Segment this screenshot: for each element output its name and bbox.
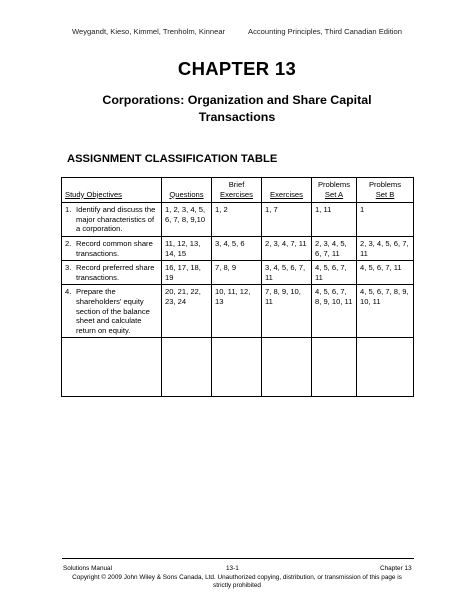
objective-number: 2. xyxy=(65,238,72,248)
header-brief-line2: Exercises xyxy=(220,189,253,199)
problems-set-a-cell: 2, 3, 4, 5, 6, 7, 11 xyxy=(312,236,357,260)
problems-set-a-cell: 4, 5, 6, 7, 8, 9, 10, 11 xyxy=(312,285,357,338)
footer-divider xyxy=(62,558,414,559)
questions-cell: 1, 2, 3, 4, 5, 6, 7, 8, 9,10 xyxy=(162,203,212,237)
exercises-cell: 1, 7 xyxy=(262,203,312,237)
header-authors: Weygandt, Kieso, Kimmel, Trenholm, Kinnear xyxy=(72,27,226,36)
objective-text: Record preferred share transactions. xyxy=(76,263,155,282)
objective-text: Record common share transactions. xyxy=(76,238,153,258)
questions-cell: 16, 17, 18, 19 xyxy=(162,261,212,285)
problems-set-b-cell: 4, 5, 6, 7, 11 xyxy=(357,261,414,285)
exercises-cell: 3, 4, 5, 6, 7, 11 xyxy=(262,261,312,285)
objective-text: Prepare the shareholders' equity section of the balance sheet and calculate return on equity. xyxy=(76,287,150,335)
problems-set-a-cell: 1, 11 xyxy=(312,203,357,237)
objective-cell xyxy=(62,236,162,260)
assignment-table-heading: ASSIGNMENT CLASSIFICATION TABLE xyxy=(67,153,278,165)
header-brief-exercises xyxy=(212,178,262,203)
header-exercises xyxy=(262,178,312,203)
chapter-subtitle xyxy=(0,92,474,126)
table-row xyxy=(62,236,414,260)
objective-number: 1. xyxy=(65,205,72,215)
blank-cell xyxy=(357,338,414,397)
header-brief-line1: Brief xyxy=(228,180,245,189)
objective-cell xyxy=(62,285,162,338)
exercises-cell: 2, 3, 4, 7, 11 xyxy=(262,236,312,260)
questions-cell: 20, 21, 22, 23, 24 xyxy=(162,285,212,338)
subtitle-line-2: Transactions xyxy=(198,110,276,124)
blank-cell xyxy=(62,338,162,397)
header-study-objectives-label: Study Objectives xyxy=(65,189,122,199)
header-questions-label: Questions xyxy=(169,189,204,199)
table-row xyxy=(62,203,414,237)
footer-right: Chapter 13 xyxy=(380,565,412,572)
problems-set-b-cell: 1 xyxy=(357,203,414,237)
objective-number: 4. xyxy=(65,287,72,297)
objective-text: Identify and discuss the major characteristics of a corporation. xyxy=(76,205,156,234)
blank-cell xyxy=(162,338,212,397)
header-pb-line2: Set B xyxy=(375,189,395,199)
table-row xyxy=(62,261,414,285)
assignment-classification-table xyxy=(61,177,414,397)
brief-exercises-cell: 3, 4, 5, 6 xyxy=(212,236,262,260)
subtitle-line-1: Corporations: Organization and Share Capital xyxy=(102,93,372,107)
problems-set-b-cell: 2, 3, 4, 5, 6, 7, 11 xyxy=(357,236,414,260)
problems-set-b-cell: 4, 5, 6, 7, 8, 9, 10, 11 xyxy=(357,285,414,338)
objective-number: 3. xyxy=(65,263,72,273)
questions-cell: 11, 12, 13, 14, 15 xyxy=(162,236,212,260)
table-header-row xyxy=(62,178,414,203)
blank-cell xyxy=(212,338,262,397)
header-exercises-label: Exercises xyxy=(270,189,303,199)
header-questions xyxy=(162,178,212,203)
table-blank-row xyxy=(62,338,414,397)
header-study-objectives xyxy=(62,178,162,203)
copyright-notice xyxy=(0,574,474,591)
problems-set-a-cell: 4, 5, 6, 7, 11 xyxy=(312,261,357,285)
brief-exercises-cell: 1, 2 xyxy=(212,203,262,237)
copyright-line-1: Copyright © 2009 John Wiley & Sons Canada, Ltd. Unauthorized copying, distribution, or transmission of this page is xyxy=(72,574,402,581)
header-pa-line2: Set A xyxy=(324,189,344,199)
blank-cell xyxy=(262,338,312,397)
objective-cell xyxy=(62,261,162,285)
footer-left: Solutions Manual xyxy=(63,565,113,572)
chapter-title: CHAPTER 13 xyxy=(177,58,297,79)
header-pb-line1: Problems xyxy=(368,180,402,189)
brief-exercises-cell: 7, 8, 9 xyxy=(212,261,262,285)
brief-exercises-cell: 10, 11, 12, 13 xyxy=(212,285,262,338)
table-row xyxy=(62,285,414,338)
header-problems-set-b xyxy=(357,178,414,203)
header-problems-set-a xyxy=(312,178,357,203)
header-book-title: Accounting Principles, Third Canadian Edition xyxy=(248,27,402,36)
copyright-line-2: strictly prohibited xyxy=(213,582,261,590)
header-pa-line1: Problems xyxy=(317,180,351,189)
exercises-cell: 7, 8, 9, 10, 11 xyxy=(262,285,312,338)
objective-cell xyxy=(62,203,162,237)
page-number: 13-1 xyxy=(226,565,239,572)
blank-cell xyxy=(312,338,357,397)
